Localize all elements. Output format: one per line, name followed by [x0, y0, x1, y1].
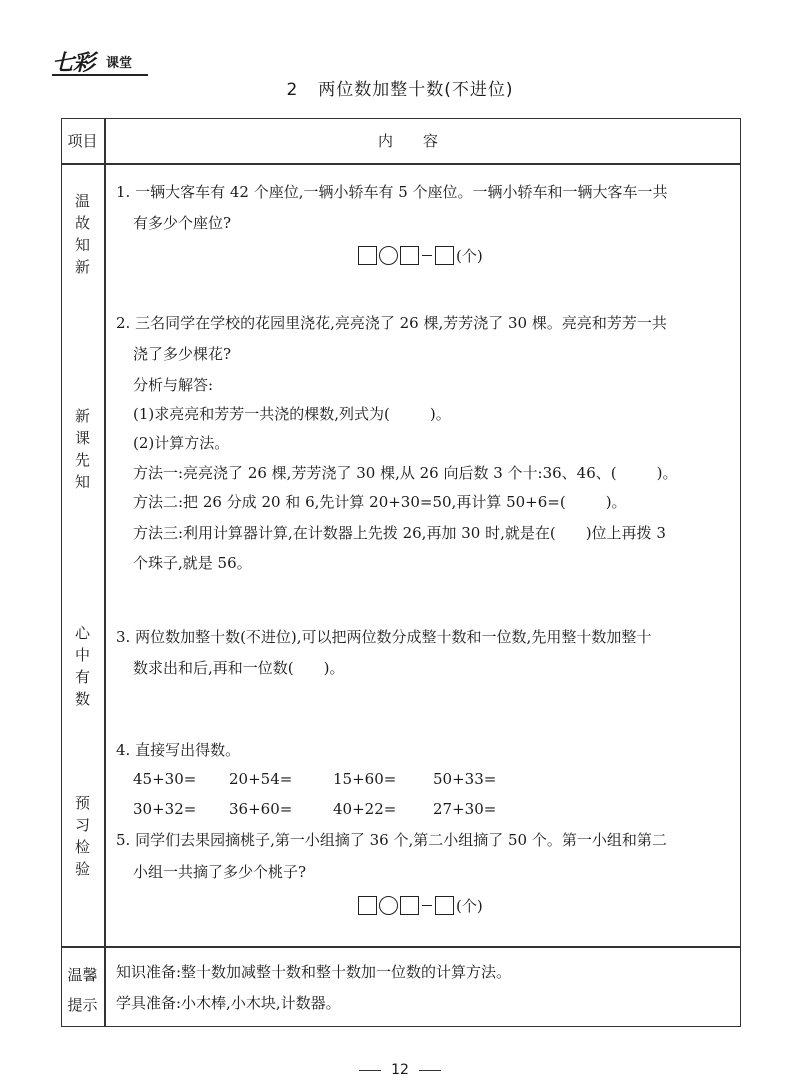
- section-label-review: 温 故 知 新: [74, 192, 90, 276]
- q1-line1: 1. 一辆大客车有 42 个座位,一辆小轿车有 5 个座位。一辆小轿车和一辆大客车一共: [116, 183, 668, 201]
- page-title: [0, 75, 800, 100]
- operator-circle[interactable]: [379, 896, 398, 915]
- header-content: 内容: [377, 132, 468, 150]
- column-divider: [104, 118, 106, 1027]
- brand-logo: [52, 46, 148, 76]
- page-footer: [0, 1062, 800, 1078]
- calc-item: 50+33=: [433, 770, 497, 788]
- calc-item: 27+30=: [433, 800, 497, 818]
- operator-circle[interactable]: [379, 246, 398, 265]
- tips-knowledge: 知识准备:整十数加减整十数和整十数加一位数的计算方法。: [116, 963, 512, 981]
- q2-step2: (2)计算方法。: [133, 434, 230, 452]
- calc-item: 15+60=: [333, 770, 397, 788]
- q4-line1: 4. 直接写出得数。: [116, 741, 241, 759]
- q3-line1: 3. 两位数加整十数(不进位),可以把两位数分成整十数和一位数,先用整十数加整十: [116, 628, 652, 646]
- answer-box[interactable]: [435, 896, 454, 915]
- q1-line2: 有多少个座位?: [133, 214, 232, 232]
- q2-method3: 方法三:利用计算器计算,在计数器上先拨 26,再加 30 时,就是在( )位上再拨 3: [133, 524, 666, 542]
- equals-sign: [422, 905, 432, 907]
- answer-box[interactable]: [435, 246, 454, 265]
- brand-script: 七彩: [52, 50, 95, 76]
- unit-label: (个): [456, 897, 483, 915]
- calc-item: 20+54=: [229, 770, 293, 788]
- answer-box[interactable]: [358, 896, 377, 915]
- header-divider: [61, 163, 741, 165]
- calc-item: 36+60=: [229, 800, 293, 818]
- section-label-summary: 心 中 有 数: [74, 624, 90, 708]
- q2-method3-cont: 个珠子,就是 56。: [133, 554, 252, 572]
- equals-sign: [422, 255, 432, 257]
- answer-box[interactable]: [400, 896, 419, 915]
- q2-analysis: 分析与解答:: [133, 376, 214, 394]
- q2-line1: 2. 三名同学在学校的花园里浇花,亮亮浇了 26 棵,芳芳浇了 30 棵。亮亮和芳芳一共: [116, 314, 667, 332]
- answer-box[interactable]: [400, 246, 419, 265]
- q2-step1: (1)求亮亮和芳芳一共浇的棵数,列式为( )。: [133, 405, 451, 423]
- page-number: 12: [391, 1062, 409, 1078]
- lesson-number: 2: [286, 80, 299, 100]
- section-label-preview: 新 课 先 知: [74, 407, 90, 491]
- q5-line2: 小组一共摘了多少个桃子?: [133, 863, 307, 881]
- answer-box[interactable]: [358, 246, 377, 265]
- q3-line2: 数求出和后,再和一位数( )。: [133, 659, 345, 677]
- q1-equation: [358, 245, 483, 266]
- q2-line2: 浇了多少棵花?: [133, 345, 232, 363]
- tips-divider: [61, 946, 741, 948]
- unit-label: (个): [456, 247, 483, 265]
- q2-method1: 方法一:亮亮浇了 26 棵,芳芳浇了 30 棵,从 26 向后数 3 个十:36、46、( )。: [133, 464, 678, 482]
- header-item: 项目: [67, 132, 98, 150]
- lesson-title: 两位数加整十数(不进位): [318, 80, 514, 100]
- section-label-tips: 温馨 提示: [67, 966, 98, 1014]
- q5-line1: 5. 同学们去果园摘桃子,第一小组摘了 36 个,第二小组摘了 50 个。第一小组和第二: [116, 831, 667, 849]
- section-label-check: 预 习 检 验: [74, 794, 90, 878]
- calc-item: 45+30=: [133, 770, 197, 788]
- q2-method2: 方法二:把 26 分成 20 和 6,先计算 20+30=50,再计算 50+6=( )。: [133, 493, 627, 511]
- q5-equation: [358, 895, 483, 916]
- calc-item: 30+32=: [133, 800, 197, 818]
- calc-item: 40+22=: [333, 800, 397, 818]
- brand-text: 课堂: [106, 56, 133, 71]
- tips-tools: 学具准备:小木棒,小木块,计数器。: [116, 994, 341, 1012]
